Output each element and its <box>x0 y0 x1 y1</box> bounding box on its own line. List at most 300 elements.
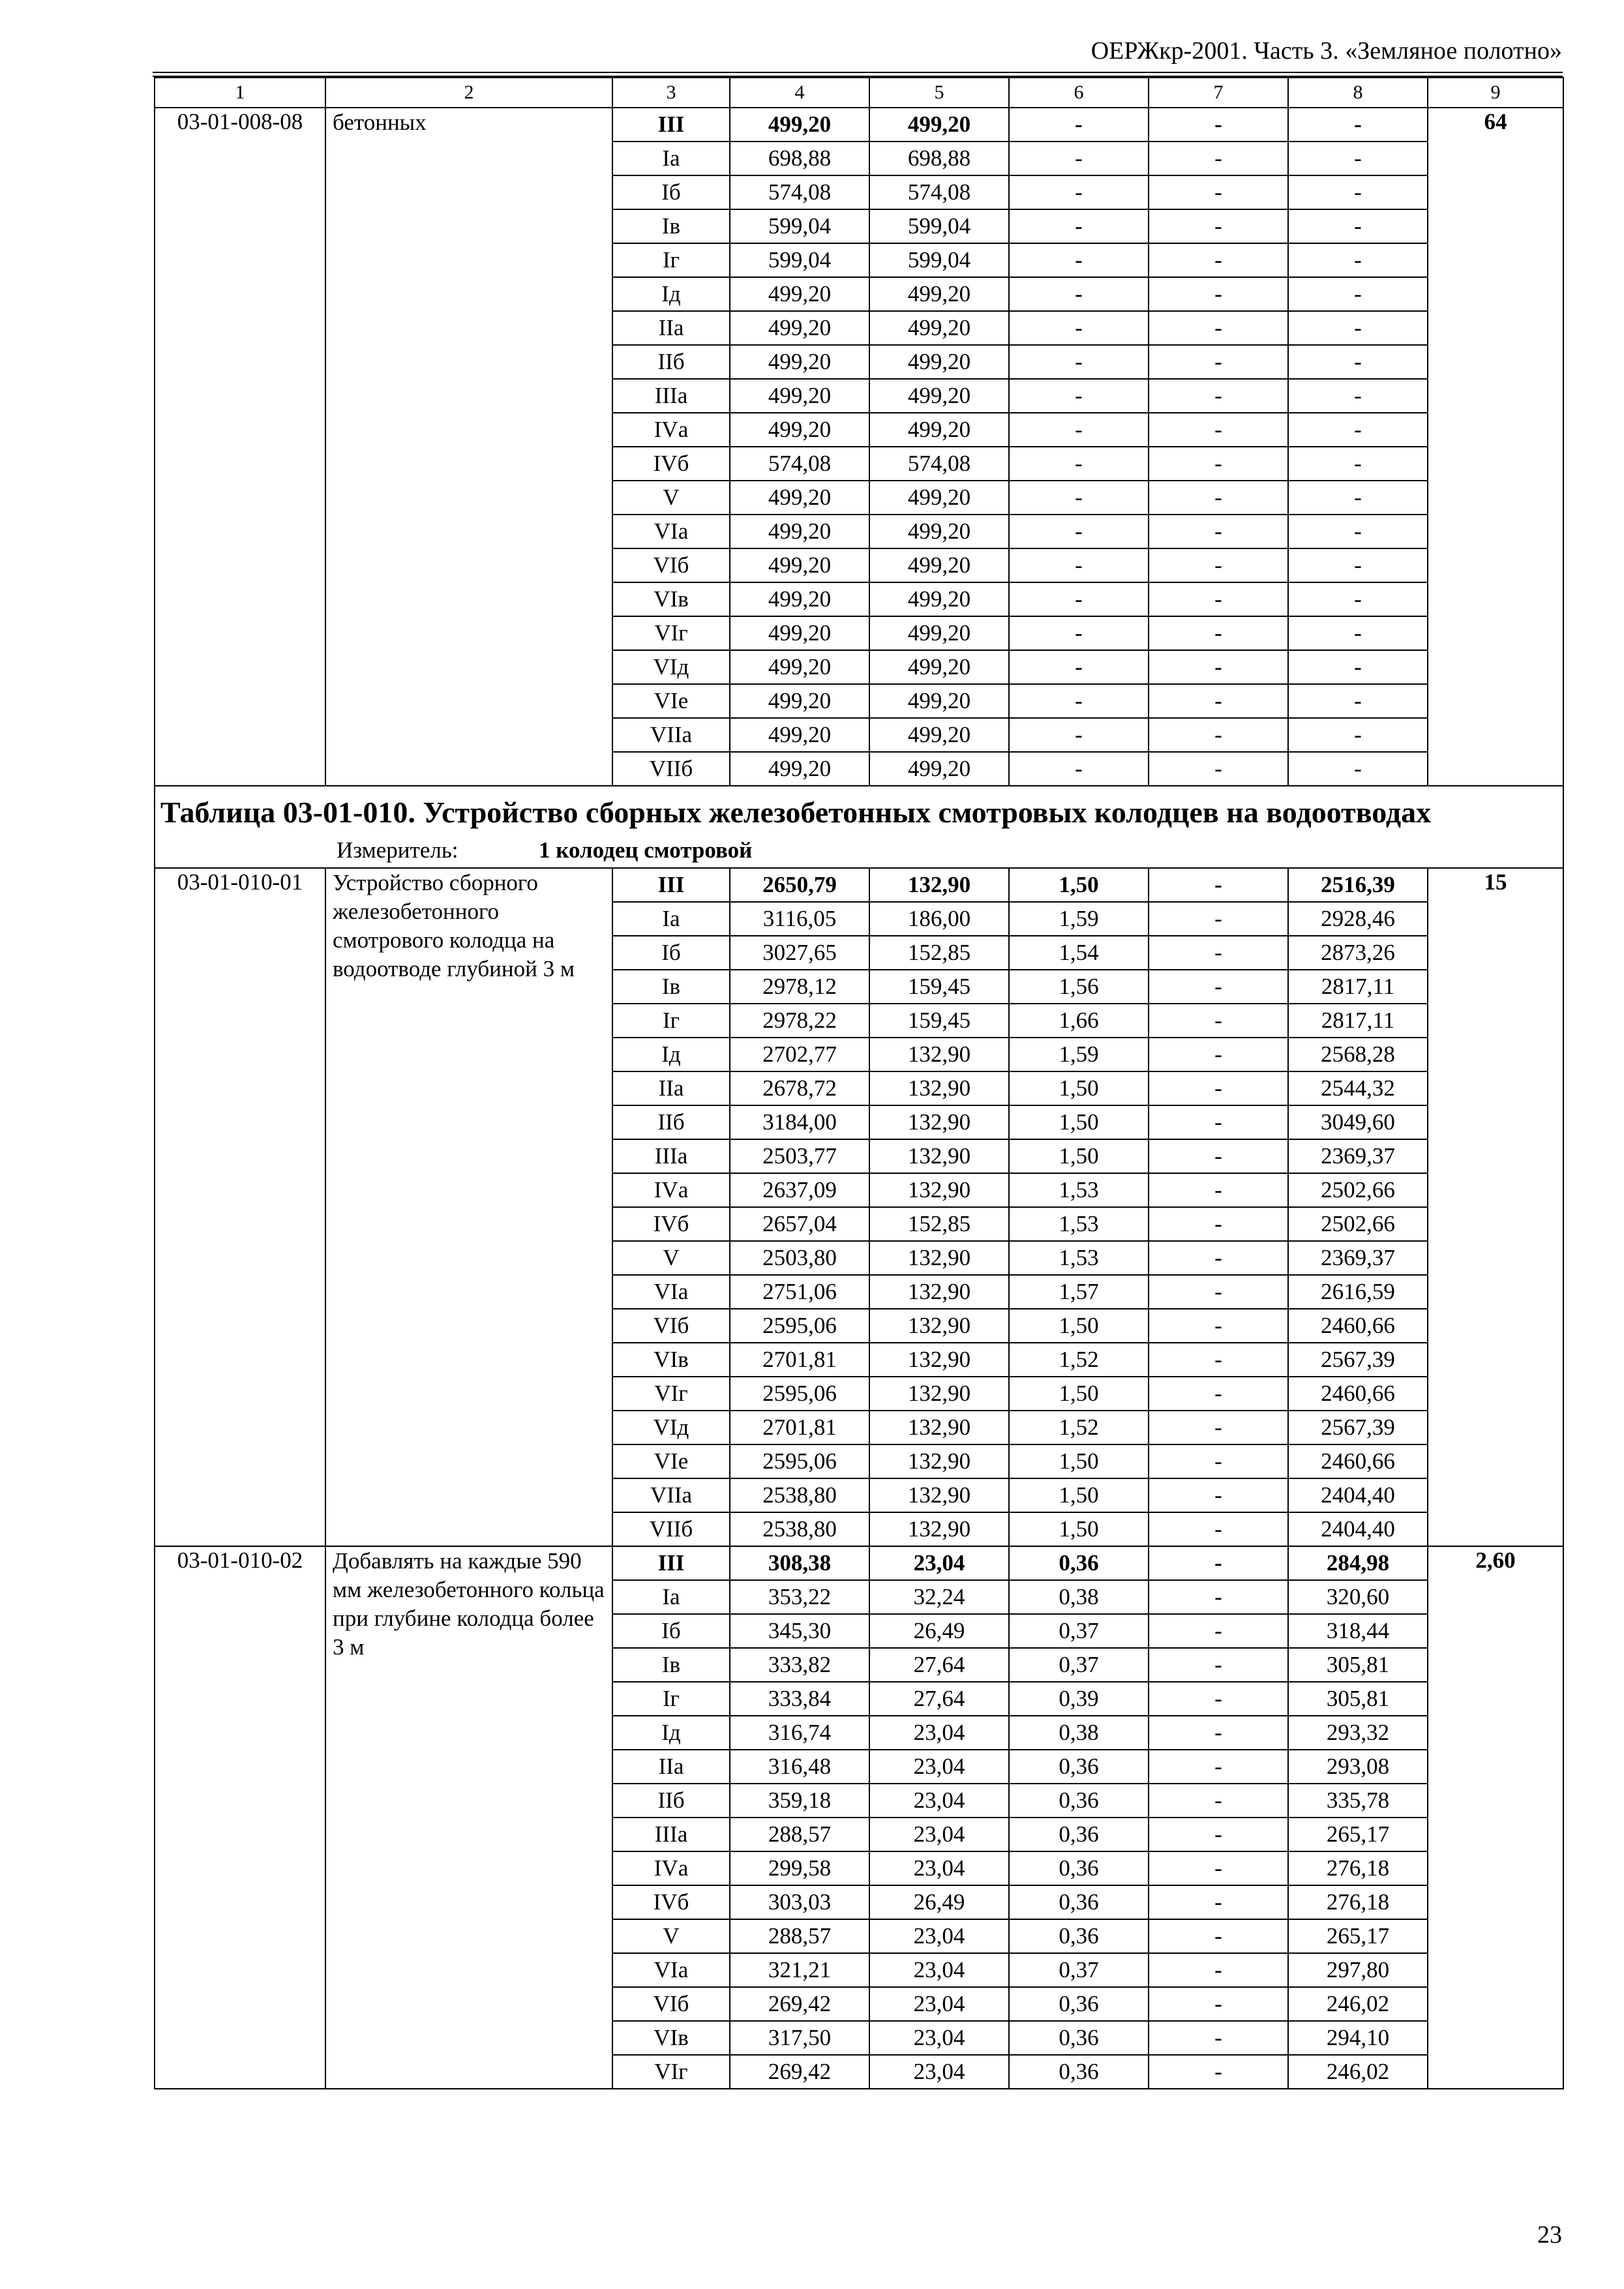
table-row <box>155 108 1563 142</box>
cell-col-4: 2503,77 <box>730 1139 869 1173</box>
column-number-6: 6 <box>1009 78 1149 108</box>
cell-col-6: - <box>1009 243 1149 277</box>
col9-value: 64 <box>1428 108 1563 786</box>
cell-col-5: 132,90 <box>869 1105 1009 1139</box>
cell-col-7: - <box>1149 616 1288 650</box>
cell-col-7: - <box>1149 481 1288 515</box>
cell-col-8: - <box>1288 175 1428 209</box>
cell-col-7: - <box>1149 1987 1288 2021</box>
cell-col-4: 698,88 <box>730 142 869 175</box>
cell-col-6: 1,52 <box>1009 1343 1149 1377</box>
cell-col-4: 345,30 <box>730 1614 869 1648</box>
cell-col-3: Iг <box>612 1682 730 1716</box>
cell-col-5: 152,85 <box>869 1207 1009 1241</box>
cell-col-5: 152,85 <box>869 936 1009 970</box>
column-number-8: 8 <box>1288 78 1428 108</box>
cell-col-7: - <box>1149 447 1288 481</box>
cell-col-8: 318,44 <box>1288 1614 1428 1648</box>
cell-col-4: 574,08 <box>730 447 869 481</box>
cell-col-5: 499,20 <box>869 650 1009 684</box>
cell-col-4: 2702,77 <box>730 1038 869 1071</box>
column-number-5: 5 <box>869 78 1009 108</box>
cell-col-8: 2544,32 <box>1288 1071 1428 1105</box>
cell-col-6: 0,36 <box>1009 2055 1149 2089</box>
cell-col-5: 23,04 <box>869 1716 1009 1750</box>
cell-col-3: VIа <box>612 1953 730 1987</box>
cell-col-8: 305,81 <box>1288 1682 1428 1716</box>
cell-col-8: 2568,28 <box>1288 1038 1428 1071</box>
cell-col-6: 1,50 <box>1009 1444 1149 1478</box>
cell-col-7: - <box>1149 1580 1288 1614</box>
cell-col-4: 321,21 <box>730 1953 869 1987</box>
cell-col-3: IVб <box>612 1207 730 1241</box>
cell-col-5: 499,20 <box>869 548 1009 582</box>
cell-col-6: 0,36 <box>1009 1546 1149 1580</box>
cell-col-5: 32,24 <box>869 1580 1009 1614</box>
cell-col-5: 23,04 <box>869 1750 1009 1784</box>
cell-col-8: - <box>1288 345 1428 379</box>
cell-col-3: VIа <box>612 1275 730 1309</box>
cell-col-4: 499,20 <box>730 481 869 515</box>
cell-col-7: - <box>1149 1038 1288 1071</box>
cell-col-8: 2502,66 <box>1288 1207 1428 1241</box>
cell-col-7: - <box>1149 1750 1288 1784</box>
cell-col-8: - <box>1288 752 1428 786</box>
cell-col-8: - <box>1288 413 1428 447</box>
cell-col-6: - <box>1009 379 1149 413</box>
cell-col-7: - <box>1149 311 1288 345</box>
cell-col-6: - <box>1009 752 1149 786</box>
cell-col-6: 1,53 <box>1009 1207 1149 1241</box>
cell-col-5: 23,04 <box>869 1851 1009 1885</box>
cell-col-3: Iб <box>612 936 730 970</box>
cell-col-5: 23,04 <box>869 1987 1009 2021</box>
cell-col-7: - <box>1149 902 1288 936</box>
cell-col-7: - <box>1149 970 1288 1004</box>
cell-col-4: 499,20 <box>730 277 869 311</box>
cell-col-3: VIIа <box>612 1478 730 1512</box>
cell-col-6: - <box>1009 684 1149 718</box>
cell-col-6: 0,36 <box>1009 1818 1149 1851</box>
cell-col-4: 333,84 <box>730 1682 869 1716</box>
measure-label: Измеритель: <box>337 837 459 863</box>
cell-col-7: - <box>1149 1648 1288 1682</box>
cell-col-7: - <box>1149 548 1288 582</box>
cell-col-6: 1,59 <box>1009 1038 1149 1071</box>
cell-col-6: 0,37 <box>1009 1614 1149 1648</box>
cell-col-7: - <box>1149 1004 1288 1038</box>
cell-col-6: 1,50 <box>1009 1478 1149 1512</box>
cell-col-8: 2873,26 <box>1288 936 1428 970</box>
cell-col-5: 132,90 <box>869 1038 1009 1071</box>
cell-col-3: IVб <box>612 1885 730 1919</box>
cell-col-4: 3027,65 <box>730 936 869 970</box>
cell-col-5: 132,90 <box>869 868 1009 902</box>
cell-col-6: 1,50 <box>1009 1377 1149 1411</box>
cell-col-6: 1,53 <box>1009 1173 1149 1207</box>
cell-col-5: 132,90 <box>869 1275 1009 1309</box>
cell-col-8: - <box>1288 548 1428 582</box>
cell-col-3: VIIб <box>612 752 730 786</box>
cell-col-4: 308,38 <box>730 1546 869 1580</box>
cell-col-8: 335,78 <box>1288 1784 1428 1818</box>
cell-col-6: - <box>1009 718 1149 752</box>
header-rule <box>153 72 1563 73</box>
cell-col-8: - <box>1288 142 1428 175</box>
col9-value: 15 <box>1428 868 1563 1546</box>
cell-col-3: VIг <box>612 1377 730 1411</box>
table-title-row <box>155 786 1563 868</box>
cell-col-8: 305,81 <box>1288 1648 1428 1682</box>
cell-col-5: 26,49 <box>869 1885 1009 1919</box>
cell-col-6: - <box>1009 650 1149 684</box>
cell-col-6: - <box>1009 345 1149 379</box>
cell-col-5: 499,20 <box>869 379 1009 413</box>
cell-col-6: - <box>1009 481 1149 515</box>
cell-col-3: Iв <box>612 209 730 243</box>
cell-col-7: - <box>1149 1275 1288 1309</box>
column-number-9: 9 <box>1428 78 1563 108</box>
cell-col-5: 23,04 <box>869 1818 1009 1851</box>
cell-col-8: - <box>1288 243 1428 277</box>
cell-col-6: - <box>1009 548 1149 582</box>
cell-col-8: 2817,11 <box>1288 1004 1428 1038</box>
cell-col-8: 2460,66 <box>1288 1309 1428 1343</box>
cell-col-6: 0,36 <box>1009 1919 1149 1953</box>
cell-col-3: Iб <box>612 1614 730 1648</box>
cell-col-7: - <box>1149 1071 1288 1105</box>
cell-col-5: 132,90 <box>869 1411 1009 1444</box>
cell-col-8: 246,02 <box>1288 2055 1428 2089</box>
cell-col-6: 0,38 <box>1009 1580 1149 1614</box>
cell-col-6: 0,37 <box>1009 1648 1149 1682</box>
column-number-7: 7 <box>1149 78 1288 108</box>
cell-col-8: 2404,40 <box>1288 1478 1428 1512</box>
cell-col-4: 2701,81 <box>730 1343 869 1377</box>
cell-col-6: - <box>1009 311 1149 345</box>
cell-col-7: - <box>1149 582 1288 616</box>
cell-col-5: 132,90 <box>869 1343 1009 1377</box>
cell-col-5: 23,04 <box>869 1784 1009 1818</box>
cell-col-3: VIг <box>612 616 730 650</box>
cell-col-4: 288,57 <box>730 1818 869 1851</box>
cell-col-5: 132,90 <box>869 1309 1009 1343</box>
cell-col-8: 2460,66 <box>1288 1377 1428 1411</box>
cell-col-8: 3049,60 <box>1288 1105 1428 1139</box>
cell-col-7: - <box>1149 650 1288 684</box>
cell-col-3: IVа <box>612 413 730 447</box>
cell-col-5: 499,20 <box>869 108 1009 142</box>
cell-col-6: 0,36 <box>1009 1750 1149 1784</box>
cell-col-3: IVа <box>612 1173 730 1207</box>
cell-col-8: - <box>1288 718 1428 752</box>
cell-col-4: 2503,80 <box>730 1241 869 1275</box>
cell-col-8: - <box>1288 684 1428 718</box>
cell-col-7: - <box>1149 1343 1288 1377</box>
cell-col-7: - <box>1149 2021 1288 2055</box>
cell-col-5: 499,20 <box>869 684 1009 718</box>
cell-col-3: IIб <box>612 345 730 379</box>
cell-col-3: Iд <box>612 1038 730 1071</box>
cell-col-4: 359,18 <box>730 1784 869 1818</box>
cell-col-6: 1,57 <box>1009 1275 1149 1309</box>
cell-col-3: IIIа <box>612 1818 730 1851</box>
cell-col-7: - <box>1149 515 1288 548</box>
cell-col-7: - <box>1149 1919 1288 1953</box>
cell-col-7: - <box>1149 2055 1288 2089</box>
cell-col-3: VIIа <box>612 718 730 752</box>
cell-col-5: 23,04 <box>869 1953 1009 1987</box>
cell-col-6: - <box>1009 515 1149 548</box>
cell-col-4: 2657,04 <box>730 1207 869 1241</box>
cell-col-8: - <box>1288 447 1428 481</box>
cell-col-5: 698,88 <box>869 142 1009 175</box>
cell-col-7: - <box>1149 684 1288 718</box>
cell-col-7: - <box>1149 718 1288 752</box>
cell-col-7: - <box>1149 345 1288 379</box>
cell-col-8: 2616,59 <box>1288 1275 1428 1309</box>
cell-col-8: - <box>1288 616 1428 650</box>
cell-col-6: 0,36 <box>1009 1851 1149 1885</box>
cell-col-5: 499,20 <box>869 481 1009 515</box>
cell-col-3: VIе <box>612 684 730 718</box>
cell-col-4: 316,48 <box>730 1750 869 1784</box>
page-number: 23 <box>1537 2221 1562 2249</box>
cell-col-4: 269,42 <box>730 2055 869 2089</box>
cell-col-8: - <box>1288 481 1428 515</box>
cell-col-3: VIб <box>612 548 730 582</box>
cell-col-8: - <box>1288 108 1428 142</box>
cell-col-4: 599,04 <box>730 243 869 277</box>
cell-col-4: 499,20 <box>730 582 869 616</box>
column-number-3: 3 <box>612 78 730 108</box>
cell-col-5: 132,90 <box>869 1377 1009 1411</box>
cell-col-6: - <box>1009 277 1149 311</box>
header-title: ОЕРЖкр-2001. Часть 3. «Земляное полотно» <box>1090 37 1562 65</box>
cell-col-3: IIб <box>612 1784 730 1818</box>
cell-col-5: 499,20 <box>869 345 1009 379</box>
cell-col-6: 0,36 <box>1009 1987 1149 2021</box>
cell-col-6: 0,36 <box>1009 1784 1149 1818</box>
column-number-4: 4 <box>730 78 869 108</box>
cell-col-5: 574,08 <box>869 175 1009 209</box>
cell-col-4: 2595,06 <box>730 1444 869 1478</box>
cell-col-4: 574,08 <box>730 175 869 209</box>
cell-col-7: - <box>1149 1241 1288 1275</box>
cell-col-8: 284,98 <box>1288 1546 1428 1580</box>
cell-col-4: 333,82 <box>730 1648 869 1682</box>
cell-col-4: 353,22 <box>730 1580 869 1614</box>
cell-col-3: IIа <box>612 1071 730 1105</box>
cell-col-4: 499,20 <box>730 311 869 345</box>
cell-col-7: - <box>1149 1411 1288 1444</box>
cell-col-7: - <box>1149 108 1288 142</box>
cell-col-3: VIв <box>612 1343 730 1377</box>
cell-col-4: 288,57 <box>730 1919 869 1953</box>
cell-col-4: 2637,09 <box>730 1173 869 1207</box>
cell-col-8: 276,18 <box>1288 1885 1428 1919</box>
cell-col-7: - <box>1149 1207 1288 1241</box>
cell-col-5: 499,20 <box>869 277 1009 311</box>
cell-col-4: 2595,06 <box>730 1377 869 1411</box>
cell-col-5: 599,04 <box>869 243 1009 277</box>
cell-col-5: 23,04 <box>869 1546 1009 1580</box>
cell-col-3: Iд <box>612 1716 730 1750</box>
cell-col-8: 293,32 <box>1288 1716 1428 1750</box>
cell-col-5: 499,20 <box>869 718 1009 752</box>
col9-value: 2,60 <box>1428 1546 1563 2089</box>
cell-col-3: VIд <box>612 650 730 684</box>
cell-col-5: 499,20 <box>869 413 1009 447</box>
cell-col-7: - <box>1149 752 1288 786</box>
cell-col-6: - <box>1009 413 1149 447</box>
cell-col-8: - <box>1288 650 1428 684</box>
cell-col-3: Iа <box>612 902 730 936</box>
cell-col-3: VIе <box>612 1444 730 1478</box>
cell-col-7: - <box>1149 209 1288 243</box>
cell-col-6: 1,53 <box>1009 1241 1149 1275</box>
cell-col-7: - <box>1149 1173 1288 1207</box>
cell-col-4: 303,03 <box>730 1885 869 1919</box>
cell-col-3: III <box>612 108 730 142</box>
cell-col-4: 2538,80 <box>730 1512 869 1546</box>
rate-description: бетонных <box>325 108 612 786</box>
cell-col-7: - <box>1149 936 1288 970</box>
cell-col-3: VIIб <box>612 1512 730 1546</box>
cell-col-3: Iв <box>612 1648 730 1682</box>
cell-col-3: V <box>612 481 730 515</box>
cell-col-7: - <box>1149 413 1288 447</box>
cell-col-8: 2516,39 <box>1288 868 1428 902</box>
cell-col-6: 1,52 <box>1009 1411 1149 1444</box>
cell-col-7: - <box>1149 175 1288 209</box>
cell-col-7: - <box>1149 1614 1288 1648</box>
cell-col-6: 0,36 <box>1009 2021 1149 2055</box>
cell-col-5: 27,64 <box>869 1648 1009 1682</box>
column-number-1: 1 <box>155 78 325 108</box>
cell-col-5: 23,04 <box>869 1919 1009 1953</box>
cell-col-5: 132,90 <box>869 1512 1009 1546</box>
cell-col-4: 499,20 <box>730 684 869 718</box>
cell-col-5: 574,08 <box>869 447 1009 481</box>
table-row <box>155 868 1563 902</box>
cell-col-8: 2460,66 <box>1288 1444 1428 1478</box>
table-title-cell <box>155 786 1563 868</box>
cell-col-3: VIб <box>612 1309 730 1343</box>
cell-col-3: V <box>612 1919 730 1953</box>
cell-col-5: 186,00 <box>869 902 1009 936</box>
cell-col-3: III <box>612 868 730 902</box>
cell-col-8: 2817,11 <box>1288 970 1428 1004</box>
cell-col-7: - <box>1149 1377 1288 1411</box>
cell-col-8: - <box>1288 277 1428 311</box>
cell-col-4: 317,50 <box>730 2021 869 2055</box>
cell-col-5: 27,64 <box>869 1682 1009 1716</box>
cell-col-7: - <box>1149 1682 1288 1716</box>
cell-col-6: 1,50 <box>1009 1512 1149 1546</box>
cell-col-3: V <box>612 1241 730 1275</box>
cell-col-8: 2404,40 <box>1288 1512 1428 1546</box>
cell-col-7: - <box>1149 1851 1288 1885</box>
cell-col-3: VIв <box>612 2021 730 2055</box>
cell-col-3: VIа <box>612 515 730 548</box>
cell-col-6: 1,50 <box>1009 1071 1149 1105</box>
cell-col-8: 265,17 <box>1288 1818 1428 1851</box>
cell-col-3: III <box>612 1546 730 1580</box>
cell-col-3: Iб <box>612 175 730 209</box>
cell-col-7: - <box>1149 1546 1288 1580</box>
rates-table <box>154 77 1564 2089</box>
cell-col-8: 2567,39 <box>1288 1343 1428 1377</box>
cell-col-5: 132,90 <box>869 1478 1009 1512</box>
column-number-row <box>155 78 1563 108</box>
cell-col-5: 23,04 <box>869 2055 1009 2089</box>
cell-col-6: 1,50 <box>1009 1309 1149 1343</box>
cell-col-6: 1,50 <box>1009 1105 1149 1139</box>
cell-col-5: 499,20 <box>869 752 1009 786</box>
cell-col-4: 499,20 <box>730 379 869 413</box>
cell-col-5: 499,20 <box>869 582 1009 616</box>
cell-col-7: - <box>1149 1784 1288 1818</box>
cell-col-6: 1,56 <box>1009 970 1149 1004</box>
cell-col-3: VIд <box>612 1411 730 1444</box>
rate-description: Устройство сборного железобетонного смотрового колодца на водоотводе глубиной 3 м <box>325 868 612 1546</box>
cell-col-4: 499,20 <box>730 108 869 142</box>
cell-col-6: 0,38 <box>1009 1716 1149 1750</box>
cell-col-8: 2369,37 <box>1288 1241 1428 1275</box>
cell-col-3: Iв <box>612 970 730 1004</box>
cell-col-8: - <box>1288 582 1428 616</box>
table-title: Таблица 03-01-010. Устройство сборных железобетонных смотровых колодцев на водоотводах <box>160 796 1432 829</box>
cell-col-4: 499,20 <box>730 650 869 684</box>
cell-col-7: - <box>1149 1139 1288 1173</box>
cell-col-5: 599,04 <box>869 209 1009 243</box>
cell-col-6: - <box>1009 175 1149 209</box>
cell-col-3: IVб <box>612 447 730 481</box>
cell-col-7: - <box>1149 1512 1288 1546</box>
measure-line <box>160 836 1557 865</box>
cell-col-3: VIв <box>612 582 730 616</box>
cell-col-7: - <box>1149 379 1288 413</box>
cell-col-4: 2595,06 <box>730 1309 869 1343</box>
measure-value: 1 колодец смотровой <box>539 837 753 863</box>
cell-col-6: 0,39 <box>1009 1682 1149 1716</box>
cell-col-3: IIа <box>612 1750 730 1784</box>
cell-col-5: 132,90 <box>869 1241 1009 1275</box>
cell-col-6: 1,50 <box>1009 868 1149 902</box>
cell-col-3: VIг <box>612 2055 730 2089</box>
cell-col-8: - <box>1288 379 1428 413</box>
cell-col-5: 132,90 <box>869 1173 1009 1207</box>
cell-col-4: 499,20 <box>730 616 869 650</box>
cell-col-3: IIIа <box>612 379 730 413</box>
cell-col-4: 499,20 <box>730 515 869 548</box>
rate-code: 03-01-010-02 <box>155 1546 325 2089</box>
cell-col-8: - <box>1288 515 1428 548</box>
cell-col-6: 0,37 <box>1009 1953 1149 1987</box>
cell-col-7: - <box>1149 1885 1288 1919</box>
cell-col-4: 316,74 <box>730 1716 869 1750</box>
cell-col-8: 2502,66 <box>1288 1173 1428 1207</box>
cell-col-7: - <box>1149 142 1288 175</box>
cell-col-4: 599,04 <box>730 209 869 243</box>
cell-col-8: - <box>1288 311 1428 345</box>
cell-col-6: - <box>1009 209 1149 243</box>
cell-col-5: 499,20 <box>869 311 1009 345</box>
cell-col-6: - <box>1009 447 1149 481</box>
cell-col-6: 0,36 <box>1009 1885 1149 1919</box>
cell-col-6: - <box>1009 582 1149 616</box>
